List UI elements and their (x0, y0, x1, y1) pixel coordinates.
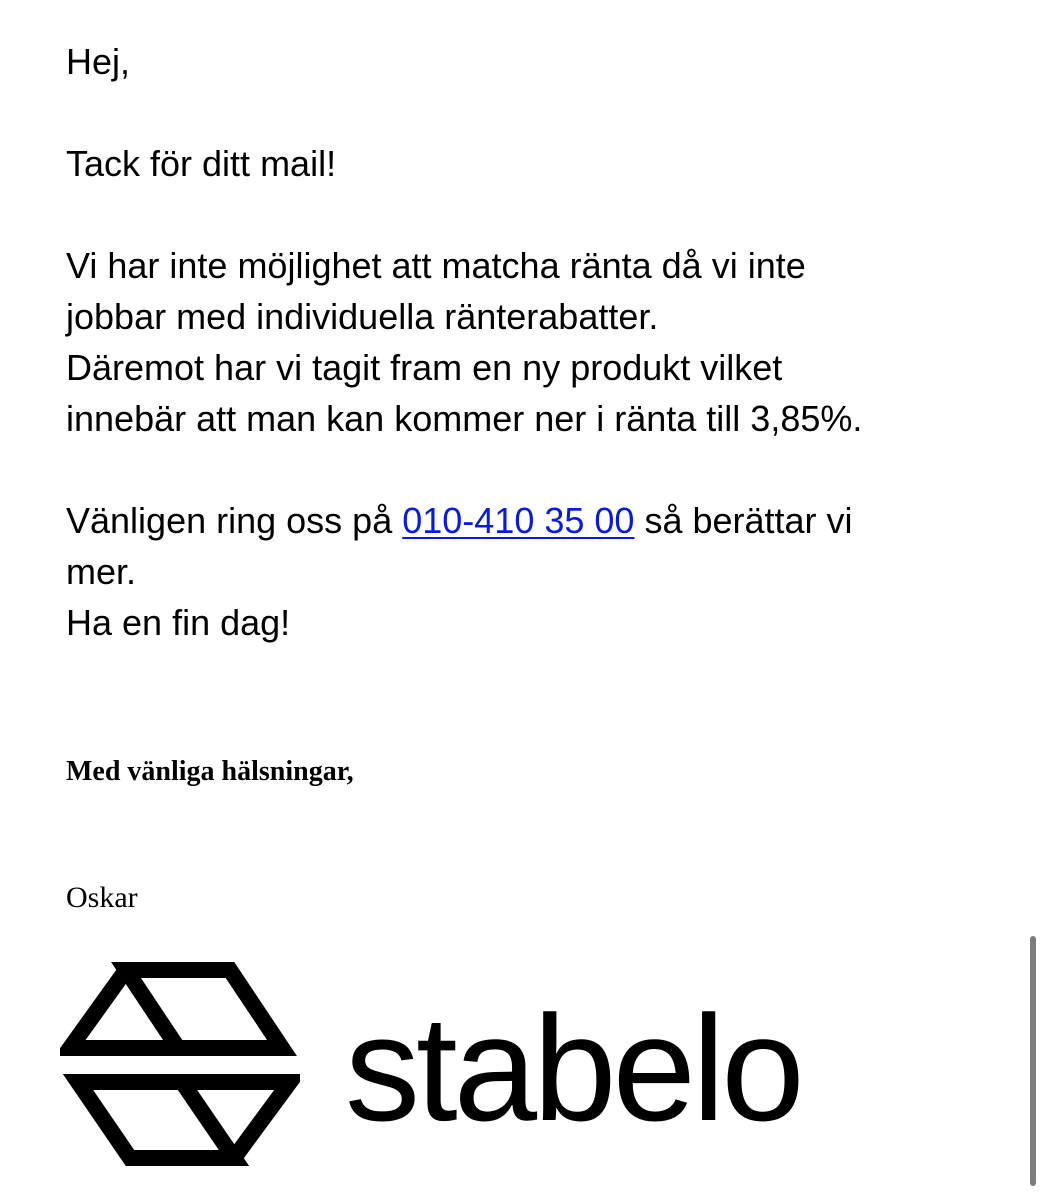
spacer (66, 189, 1006, 240)
stabelo-logo-icon (60, 958, 300, 1170)
scrollbar-thumb[interactable] (1030, 936, 1036, 1186)
email-body (66, 36, 1006, 648)
spacer (66, 444, 1006, 495)
phone-number-link[interactable]: 010-410 35 00 (402, 500, 635, 541)
call-line (66, 495, 1006, 546)
call-prefix: Vänligen ring oss på (66, 500, 403, 541)
thanks-line: Tack för ditt mail! (66, 143, 337, 184)
paragraph-line: jobbar med individuella ränterabatter. (66, 296, 659, 337)
paragraph-line: innebär att man kan kommer ner i ränta till 3,85%. (66, 398, 863, 439)
signoff: Med vänliga hälsningar, (66, 756, 354, 787)
spacer (66, 87, 1006, 138)
paragraph-line: Vi har inte möjlighet att matcha ränta då vi inte (66, 245, 806, 286)
closing-wish: Ha en fin dag! (66, 602, 291, 643)
signer-name: Oskar (66, 881, 138, 914)
paragraph-line: Däremot har vi tagit fram en ny produkt vilket (66, 347, 783, 388)
call-suffix: så berättar vi (634, 500, 853, 541)
stabelo-logo (60, 958, 890, 1170)
greeting: Hej, (66, 41, 131, 82)
stabelo-wordmark: stabelo (345, 984, 801, 1152)
call-continuation: mer. (66, 551, 137, 592)
